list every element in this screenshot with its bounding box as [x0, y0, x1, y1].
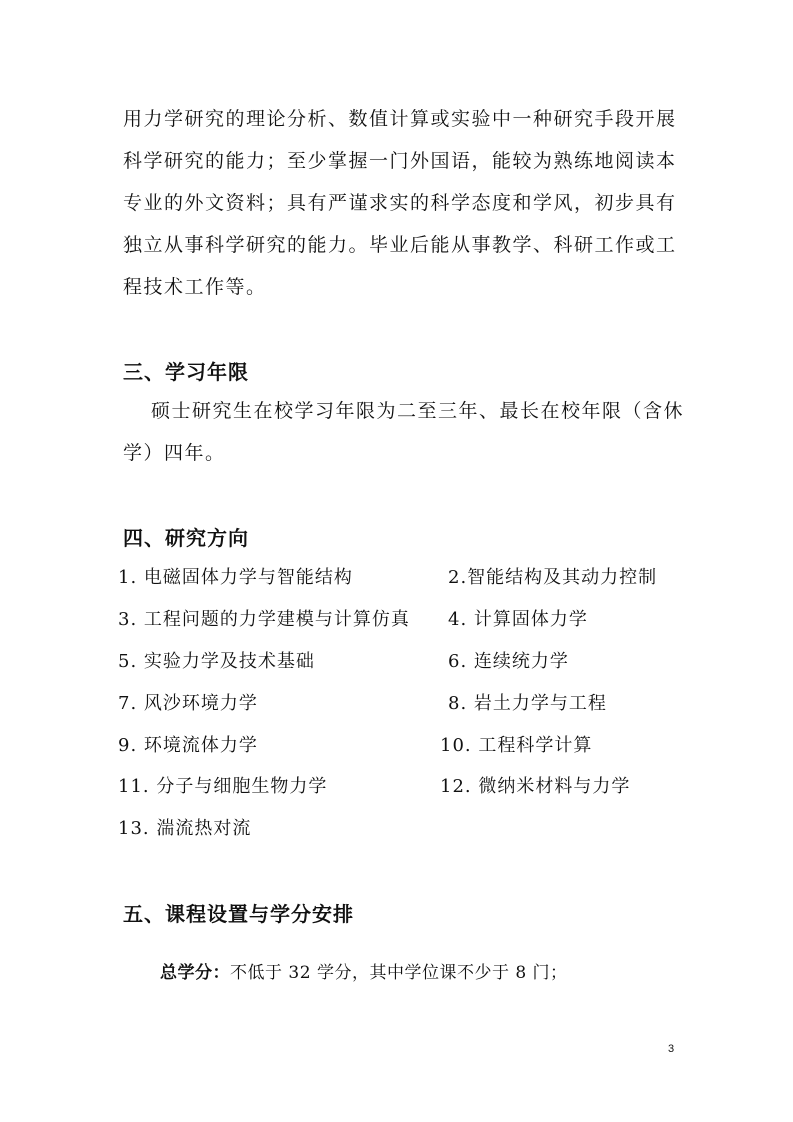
research-direction-item: 1. 电磁固体力学与智能结构 [118, 567, 353, 588]
research-direction-item: 8. 岩土力学与工程 [448, 693, 607, 714]
research-direction-item: 4. 计算固体力学 [448, 609, 588, 630]
section-heading-courses-credits: 五、课程设置与学分安排 [123, 902, 354, 926]
total-credits-line [160, 958, 568, 983]
research-direction-item: 9. 环境流体力学 [118, 735, 258, 756]
paragraph-line: 专业的外文资料；具有严谨求实的科学态度和学风，初步具有 [123, 192, 677, 214]
paragraph-line: 学）四年。 [123, 442, 226, 464]
page-number: 3 [668, 1043, 675, 1055]
paragraph-line: 科学研究的能力；至少掌握一门外国语，能较为熟练地阅读本 [123, 150, 677, 172]
paragraph-line: 独立从事科学研究的能力。毕业后能从事教学、科研工作或工 [123, 234, 677, 256]
total-credits-text: 不低于 32 学分，其中学位课不少于 8 门； [230, 963, 568, 983]
research-direction-item: 7. 风沙环境力学 [118, 693, 258, 714]
research-direction-item: 5. 实验力学及技术基础 [118, 651, 315, 672]
research-direction-item: 2.智能结构及其动力控制 [448, 567, 658, 588]
paragraph-line: 程技术工作等。 [123, 276, 267, 298]
section-heading-research-directions: 四、研究方向 [123, 526, 249, 550]
research-direction-item: 12. 微纳米材料与力学 [440, 776, 631, 797]
paragraph-line: 硕士研究生在校学习年限为二至三年、最长在校年限（含休 [151, 400, 685, 422]
research-direction-item: 6. 连续统力学 [448, 651, 569, 672]
section-heading-study-period: 三、学习年限 [123, 360, 249, 384]
research-direction-item: 10. 工程科学计算 [440, 735, 593, 756]
total-credits-label: 总学分： [160, 963, 230, 983]
research-direction-item: 11. 分子与细胞生物力学 [118, 776, 328, 797]
paragraph-line: 用力学研究的理论分析、数值计算或实验中一种研究手段开展 [123, 108, 677, 130]
research-direction-item: 3. 工程问题的力学建模与计算仿真 [118, 609, 410, 630]
research-direction-item: 13. 湍流热对流 [118, 818, 252, 839]
